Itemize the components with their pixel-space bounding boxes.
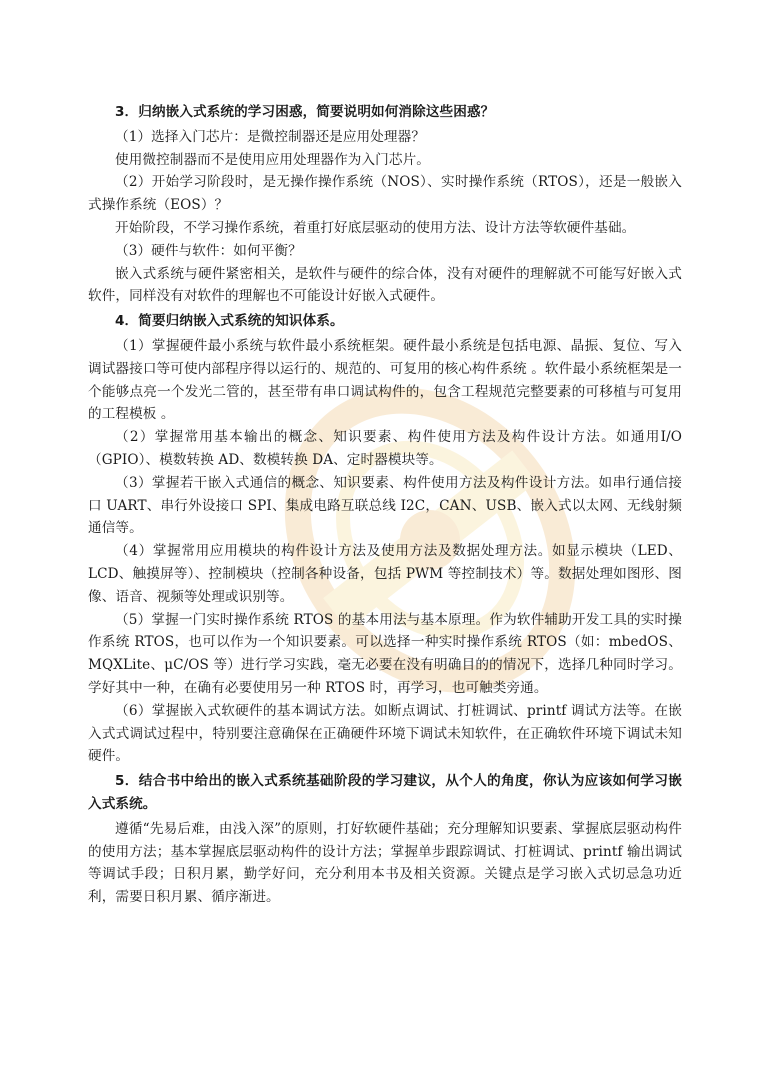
q3-item-2: （2）开始学习阶段时，是无操作操作系统（NOS）、实时操作系统（RTOS），还是一般嵌入式操作系统（EOS）？	[88, 174, 682, 214]
q3-item-3: （3）硬件与软件：如何平衡？	[115, 242, 302, 259]
question-5-heading: 5．结合书中给出的嵌入式系统基础阶段的学习建议，从个人的角度，你认为应该如何学习嵌入式系统。	[88, 773, 682, 812]
q4-item-3: （3）掌握若干嵌入式通信的概念、知识要素、构件使用方法及构件设计方法。如串行通信接口 UART、串行外设接口 SPI、集成电路互联总线 I2C，CAN、USB、嵌入式以太网、无线射频通信等。	[88, 474, 682, 537]
question-4-heading: 4．简要归纳嵌入式系统的知识体系。	[115, 313, 344, 330]
q3-answer-3: 嵌入式系统与硬件紧密相关，是软件与硬件的综合体，没有对硬件的理解就不可能写好嵌入式软件，同样没有对软件的理解也不可能设计好嵌入式硬件。	[88, 265, 682, 305]
q3-answer-2: 开始阶段，不学习操作系统，着重打好底层驱动的使用方法、设计方法等软硬件基础。	[115, 219, 636, 236]
q5-answer: 遵循“先易后难，由浅入深”的原则，打好软硬件基础；充分理解知识要素、掌握底层驱动构件的使用方法；基本掌握底层驱动构件的设计方法；掌握单步跟踪调试、打桩调试、printf 输出调试等调试手段；日积月累，勤学好问，充分利用本书及相关资源。关键点是学习嵌入式切忌急功近利，需要日积月累、循序渐进。	[88, 820, 682, 906]
q4-item-4: （4）掌握常用应用模块的构件设计方法及使用方法及数据处理方法。如显示模块（LED、LCD、触摸屏等）、控制模块（控制各种设备，包括 PWM 等控制技术）等。数据处理如图形、图像、语音、视频等处理或识别等。	[88, 543, 682, 605]
q4-item-1: （1）掌握硬件最小系统与软件最小系统框架。硬件最小系统是包括电源、晶振、复位、写入调试器接口等可使内部程序得以运行的、规范的、可复用的核心构件系统 。软件最小系统框架是一个能够点亮一个发光二管的，甚至带有串口调试构件的，包含工程规范完整要素的可移植与可复用的工程模板 。	[88, 337, 682, 423]
q4-item-2: （2）掌握常用基本输出的概念、知识要素、构件使用方法及构件设计方法。如通用I/O（GPIO）、模数转换 AD、数模转换 DA、定时器模块等。	[88, 429, 682, 468]
question-3-heading: 3．归纳嵌入式系统的学习困惑，简要说明如何消除这些困惑？	[115, 104, 495, 120]
q3-item-1: （1）选择入门芯片：是微控制器还是应用处理器？	[115, 128, 426, 145]
q4-item-6: （6）掌握嵌入式软硬件的基本调试方法。如断点调试、打桩调试、printf 调试方法等。在嵌入式式调试过程中，特别要注意确保在正确硬件环境下调试未知软件，在正确软件环境下调试未知硬件。	[88, 702, 682, 765]
q4-item-5: （5）掌握一门实时操作系统 RTOS 的基本用法与基本原理。作为软件辅助开发工具的实时操作系统 RTOS，也可以作为一个知识要素。可以选择一种实时操作系统 RTOS（如：mbedOS、MQXLite、μC/OS 等）进行学习实践，毫无必要在没有明确目的的情况下，选择几种同时学习。学好其中一种，在确有必要使用另一种 RTOS 时，再学习，也可触类旁通。	[88, 611, 682, 696]
q3-answer-1: 使用微控制器而不是使用应用处理器作为入门芯片。	[115, 151, 430, 168]
document-body	[88, 101, 682, 909]
